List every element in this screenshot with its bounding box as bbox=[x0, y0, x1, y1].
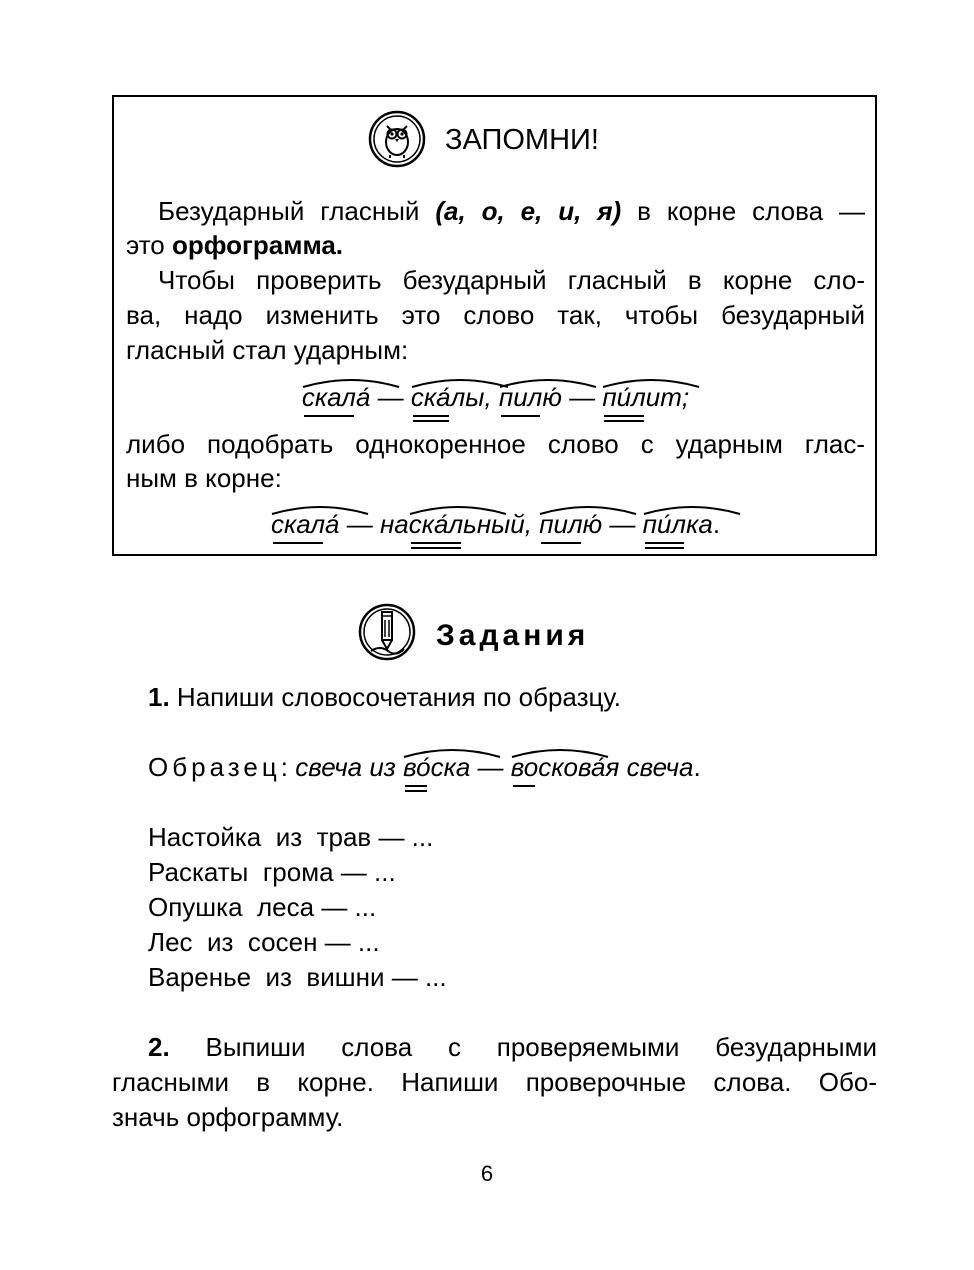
task-2-line-3: значь орфограмму. bbox=[112, 1102, 344, 1132]
task-2-line-1: 2. Выпиши слова с проверяемыми безударными bbox=[148, 1032, 877, 1062]
root-mark: пил bbox=[539, 507, 582, 541]
root-mark: воск bbox=[511, 750, 564, 784]
list-item: Лес из сосен — ... bbox=[148, 927, 380, 957]
tasks-title: Задания bbox=[436, 619, 590, 652]
pencil-icon bbox=[358, 603, 416, 661]
rule-paragraph-3-line-1: либо подобрать однокоренное слово с ударным глас- bbox=[126, 429, 865, 459]
root-mark: пи́л bbox=[602, 380, 645, 414]
root-mark: пи́л bbox=[643, 507, 686, 541]
rule-paragraph-2-line-1: Чтобы проверить безударный гласный в корне сло- bbox=[158, 265, 865, 295]
rule-paragraph-1-line-2: это орфограмма. bbox=[126, 230, 344, 260]
owl-icon bbox=[368, 110, 426, 168]
rule-paragraph-2-line-2: ва, надо изменить это слово так, чтобы безударный bbox=[126, 300, 865, 330]
task-1-sample: Образец: свеча из во́ска — воскова́я свеча. bbox=[148, 750, 701, 784]
root-mark: скал bbox=[271, 507, 325, 541]
root-mark: пил bbox=[499, 380, 542, 414]
rule-paragraph-2-line-3: гласный стал ударным: bbox=[126, 335, 409, 365]
sample-label: Образец bbox=[148, 752, 281, 782]
rule-example-1: скала́ — ска́лы, пилю́ — пи́лит; bbox=[126, 380, 865, 414]
rule-example-2: скала́ — на ска́льный, пилю́ — пи́лка. bbox=[126, 507, 865, 541]
rule-paragraph-3-line-2: ным в корне: bbox=[126, 463, 282, 493]
page-number: 6 bbox=[480, 1161, 494, 1186]
rule-title: ЗАПОМНИ! bbox=[445, 124, 599, 156]
term-orthogram: орфограмма. bbox=[172, 230, 344, 260]
list-item: Опушка леса — ... bbox=[148, 892, 377, 922]
list-item: Раскаты грома — ... bbox=[148, 857, 396, 887]
task-2-line-2: гласными в корне. Напиши проверочные слова. Обо- bbox=[112, 1067, 877, 1097]
root-mark: скал bbox=[302, 380, 356, 414]
list-item: Варенье из вишни — ... bbox=[148, 962, 447, 992]
list-item: Настойка из трав — ... bbox=[148, 822, 434, 852]
root-mark: во́ск bbox=[403, 750, 456, 784]
root-mark: ска́л bbox=[409, 507, 463, 541]
rule-paragraph-1-line-1: Безударный гласный (а, о, е, и, я) в корне слова — bbox=[158, 196, 865, 226]
root-mark: ска́ bbox=[411, 380, 451, 414]
task-1-title: 1. Напиши словосочетания по образцу. bbox=[148, 682, 622, 712]
